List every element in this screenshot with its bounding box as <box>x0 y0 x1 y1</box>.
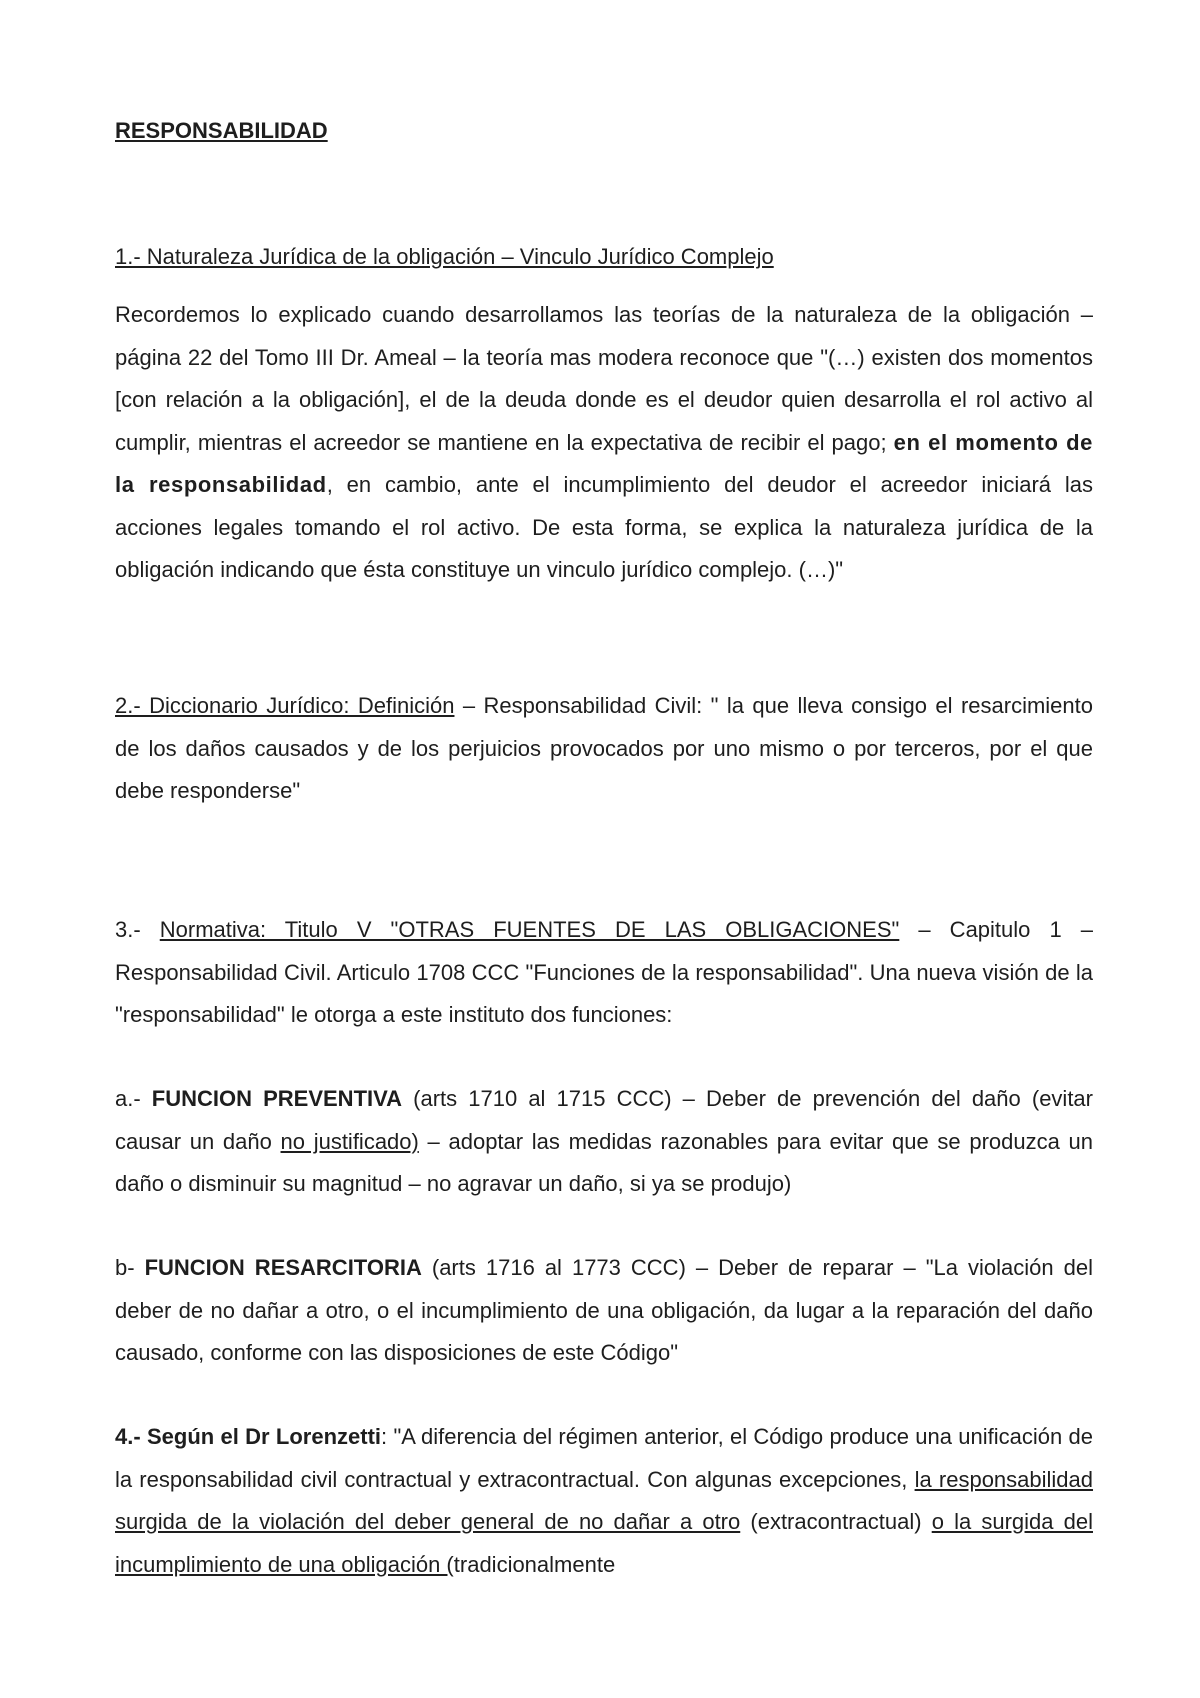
section-3-number: 3.- <box>115 917 160 942</box>
section-a-paragraph <box>115 1078 1093 1206</box>
section-4-text-2: (extracontractual) <box>740 1509 932 1534</box>
section-1-heading: 1.- Naturaleza Jurídica de la obligación – Vinculo Jurídico Complejo <box>115 244 774 269</box>
section-4-paragraph <box>115 1416 1093 1586</box>
section-3-text: – Capitulo 1 – Responsabilidad Civil. Articulo 1708 CCC "Funciones de la responsabilidad". Una nueva visión de la "responsabilidad" le otorga a este instituto dos funciones: <box>115 917 1093 1027</box>
section-a-text-1: (arts 1710 al 1715 CCC) – Deber de prevención del daño (evitar causar un daño <box>115 1086 1093 1154</box>
section-b-text: (arts 1716 al 1773 CCC) – Deber de reparar – "La violación del deber de no dañar a otro, o el incumplimiento de una obligación, da lugar a la reparación del daño causado, conforme con las disposiciones de este Código" <box>115 1255 1093 1365</box>
section-2-text: – Responsabilidad Civil: " la que lleva consigo el resarcimiento de los daños causados y de los perjuicios provocados por uno mismo o por terceros, por el que debe responderse" <box>115 693 1093 803</box>
section-1-text-end: , en cambio, ante el incumplimiento del deudor el acreedor iniciará las acciones legales tomando el rol activo. De esta forma, se explica la naturaleza jurídica de la obligación indicando que ésta constituye un vinculo jurídico complejo. (…)" <box>115 472 1094 582</box>
section-a-title: FUNCION PREVENTIVA <box>151 1086 403 1111</box>
section-b-paragraph <box>115 1247 1093 1375</box>
section-4-underlined-1: la responsabilidad surgida de la violación del deber general de no dañar a otro <box>115 1466 1094 1534</box>
section-b-prefix: b- <box>115 1255 145 1280</box>
section-a-underlined: no justificado) <box>280 1128 419 1154</box>
section-a-text-2: – adoptar las medidas razonables para evitar que se produzca un daño o disminuir su magnitud – no agravar un daño, si ya se produjo) <box>115 1128 1093 1196</box>
section-1-bold-phrase: en el momento de la responsabilidad <box>115 429 1093 497</box>
section-3-heading: Normativa: Titulo V "OTRAS FUENTES DE LAS OBLIGACIONES" <box>159 917 900 942</box>
section-4-author: 4.- Según el Dr Lorenzetti <box>115 1424 382 1449</box>
section-4-text-3: tradicionalmente <box>453 1551 616 1577</box>
section-b-title: FUNCION RESARCITORIA <box>144 1255 422 1280</box>
section-3-paragraph <box>115 909 1093 1037</box>
section-a-prefix: a.- <box>115 1086 152 1111</box>
section-1-paragraph <box>115 294 1093 592</box>
document-title: RESPONSABILIDAD <box>115 118 328 143</box>
section-2-heading: 2.- Diccionario Jurídico: Definición <box>115 693 455 718</box>
section-1-text-start: Recordemos lo explicado cuando desarrollamos las teorías de la naturaleza de la obligación – página 22 del Tomo III Dr. Ameal – la teoría mas modera reconoce que "(…) existen dos momentos [con relación a la obligación], el de la deuda donde es el deudor quien desarrolla el rol activo al cumplir, mientras el acreedor se mantiene en la expectativa de recibir el pago; <box>115 302 1093 455</box>
section-2-paragraph <box>115 685 1093 813</box>
section-4-underlined-2: o la surgida del incumplimiento de una obligación ( <box>115 1509 1093 1577</box>
section-4-text-1: : "A diferencia del régimen anterior, el Código produce una unificación de la responsabilidad civil contractual y extracontractual. Con algunas excepciones, <box>115 1424 1094 1492</box>
